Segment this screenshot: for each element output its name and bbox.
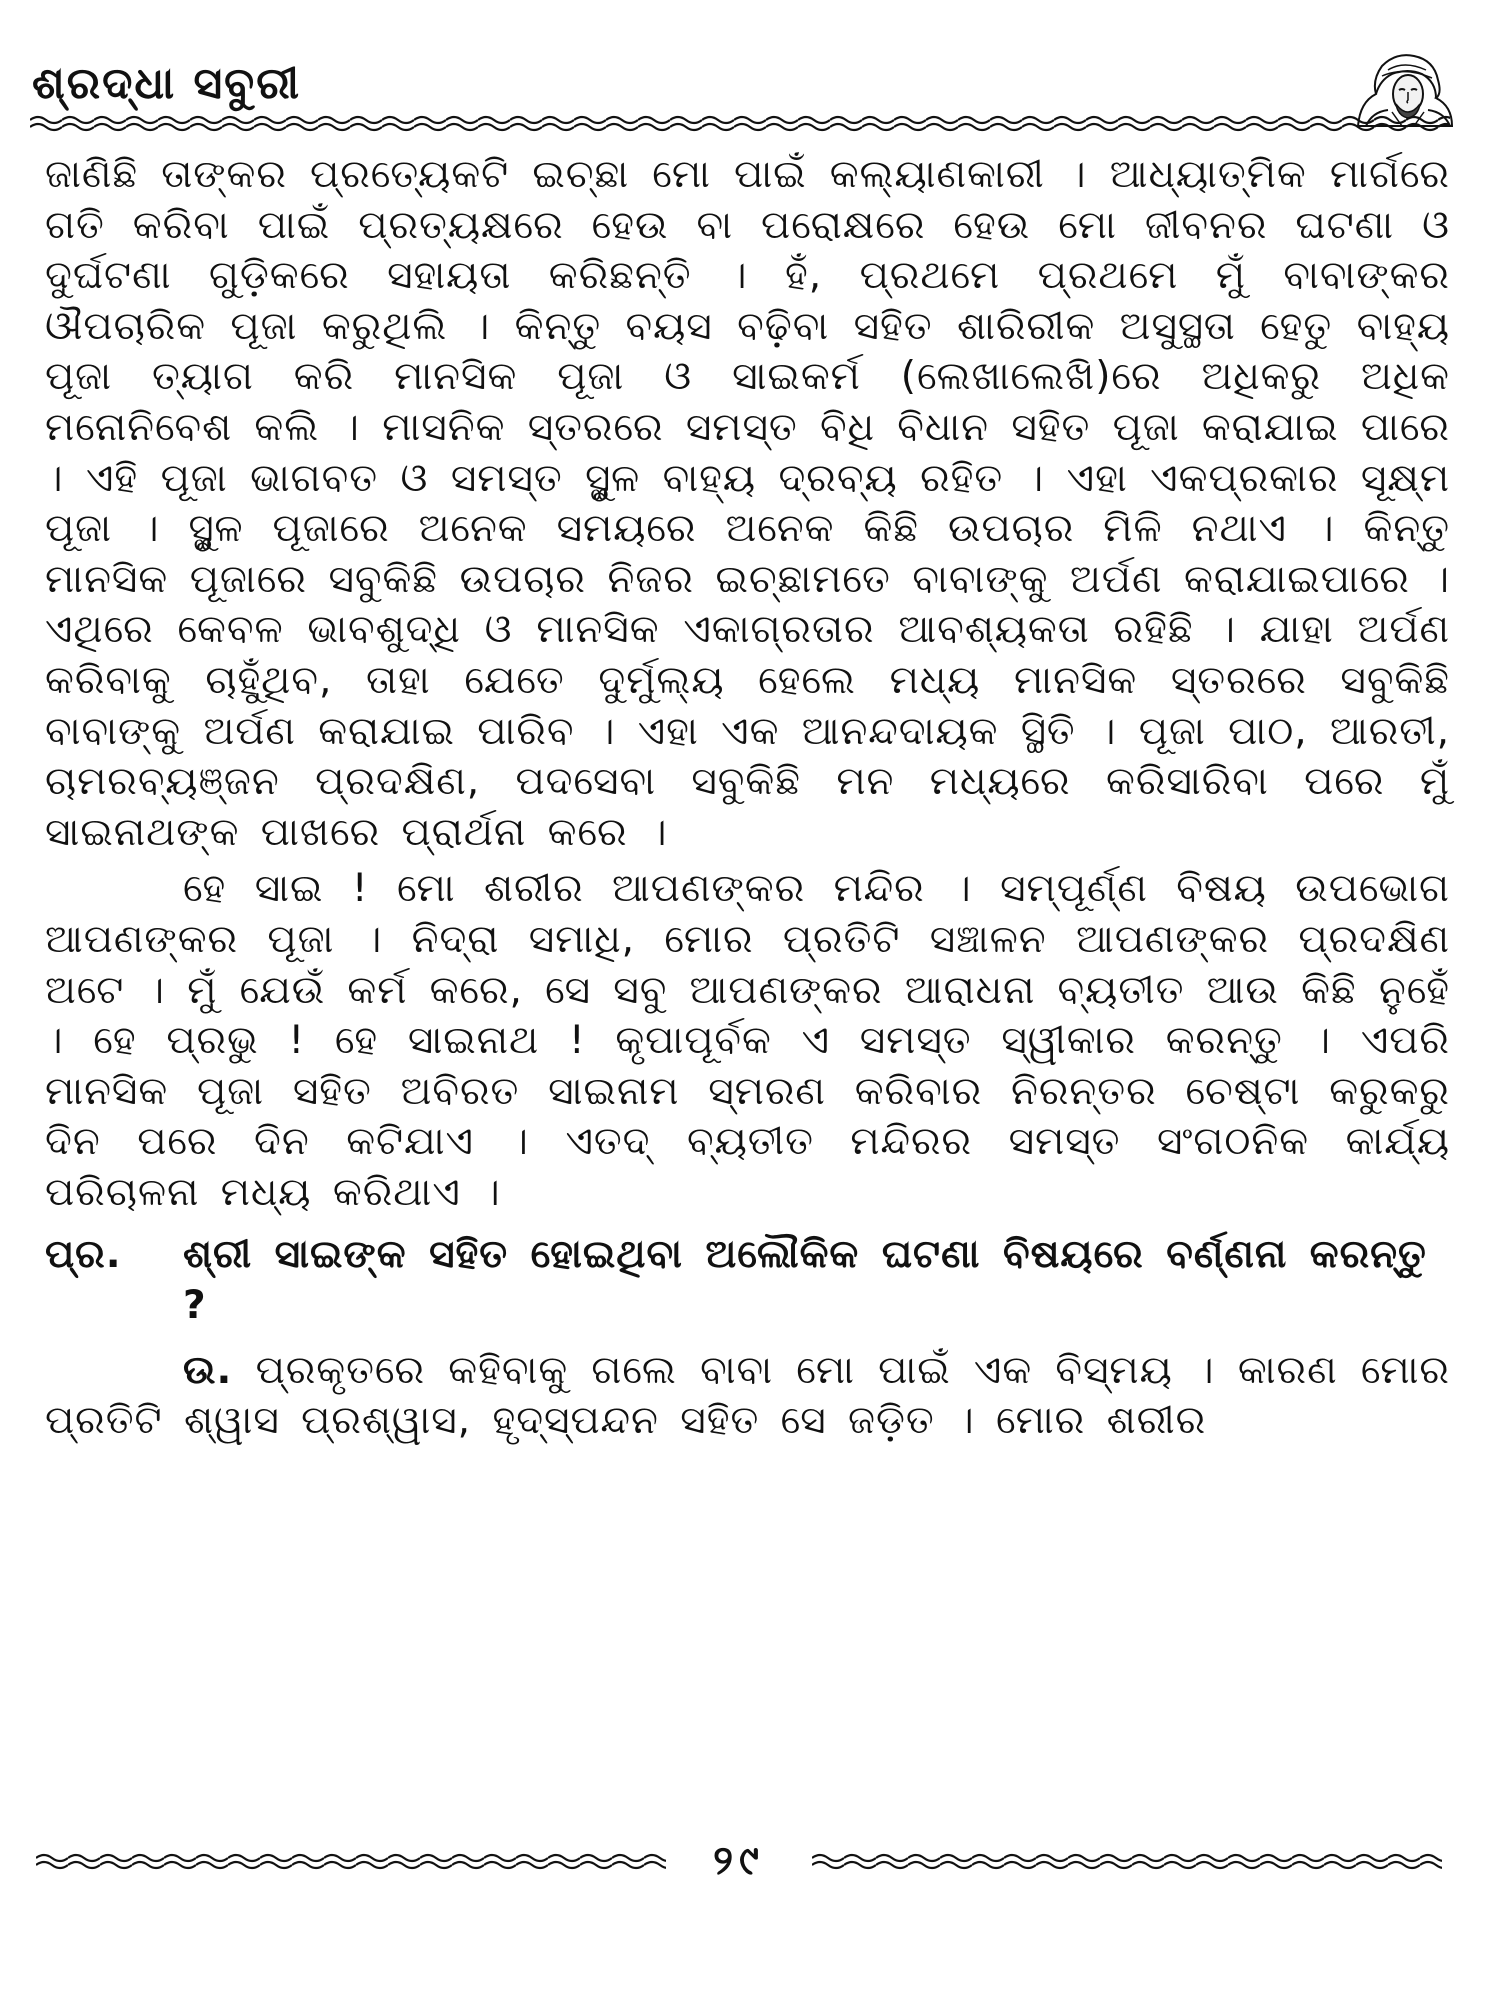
footer-wavy-rule-right bbox=[812, 1848, 1442, 1874]
question-marker: ପ୍ର. bbox=[45, 1232, 122, 1278]
page-number: ୨୯ bbox=[713, 1838, 765, 1884]
header-wavy-rule bbox=[30, 110, 1450, 136]
answer bbox=[45, 1346, 1450, 1447]
paragraph: ହେ ସାଇ ! ମୋ ଶରୀର ଆପଣଙ୍କର ମନ୍ଦିର । ସମ୍ପୂର୍ଣ୍ଣ ବିଷୟ ଉପଭୋଗ ଆପଣଙ୍କର ପୂଜା । ନିଦ୍ରା ସମାଧି, ମୋର ପ୍ରତିଟି ସଞ୍ଚାଳନ ଆପଣଙ୍କର ପ୍ରଦକ୍ଷିଣ ଅଟେ । ମୁଁ ଯେଉଁ କର୍ମ କରେ, ସେ ସବୁ ଆପଣଙ୍କର ଆରାଧନା ବ୍ୟତୀତ ଆଉ କିଛି ନୁହେଁ । ହେ ପ୍ରଭୁ ! ହେ ସାଇନାଥ ! କୃପାପୂର୍ବକ ଏ ସମସ୍ତ ସ୍ୱୀକାର କରନ୍ତୁ । ଏପରି ମାନସିକ ପୂଜା ସହିତ ଅବିରତ ସାଇନାମ ସ୍ମରଣ କରିବାର ନିରନ୍ତର ଚେଷ୍ଟା କରୁକରୁ ଦିନ ପରେ ଦିନ କଟିଯାଏ । ଏତଦ୍ ବ୍ୟତୀତ ମନ୍ଦିରର ସମସ୍ତ ସଂଗଠନିକ କାର୍ଯ୍ୟ ପରିଚାଳନା ମଧ୍ୟ କରିଥାଏ । bbox=[45, 866, 1450, 1215]
answer-label: ଉ. bbox=[183, 1347, 233, 1393]
running-header-title: ଶ୍ରଦ୍ଧା ସବୁରୀ bbox=[32, 58, 302, 109]
paragraph: ଜାଣିଛି ତାଙ୍କର ପ୍ରତ୍ୟେକଟି ଇଚ୍ଛା ମୋ ପାଇଁ କଲ୍ୟାଣକାରୀ । ଆଧ୍ୟାତ୍ମିକ ମାର୍ଗରେ ଗତି କରିବା ପାଇଁ ପ୍ରତ୍ୟକ୍ଷରେ ହେଉ ବା ପରୋକ୍ଷରେ ହେଉ ମୋ ଜୀବନର ଘଟଣା ଓ ଦୁର୍ଘଟଣା ଗୁଡ଼ିକରେ ସହାୟତା କରିଛନ୍ତି । ହଁ, ପ୍ରଥମେ ପ୍ରଥମେ ମୁଁ ବାବାଙ୍କର ଔପଚାରିକ ପୂଜା କରୁଥିଲି । କିନ୍ତୁ ବୟସ ବଢ଼ିବା ସହିତ ଶାରିରୀକ ଅସୁସ୍ଥତା ହେତୁ ବାହ୍ୟ ପୂଜା ତ୍ୟାଗ କରି ମାନସିକ ପୂଜା ଓ ସାଇକର୍ମ (ଲେଖାଲେଖି)ରେ ଅଧିକରୁ ଅଧିକ ମନୋନିବେଶ କଲି । ମାସନିକ ସ୍ତରରେ ସମସ୍ତ ବିଧି ବିଧାନ ସହିତ ପୂଜା କରାଯାଇ ପାରେ । ଏହି ପୂଜା ଭାଗବତ ଓ ସମସ୍ତ ସ୍ଥୁଳ ବାହ୍ୟ ଦ୍ରବ୍ୟ ରହିତ । ଏହା ଏକପ୍ରକାର ସୂକ୍ଷ୍ମ ପୂଜା । ସ୍ଥୁଳ ପୂଜାରେ ଅନେକ ସମୟରେ ଅନେକ କିଛି ଉପଚାର ମିଳି ନଥାଏ । କିନ୍ତୁ ମାନସିକ ପୂଜାରେ ସବୁକିଛି ଉପଚାର ନିଜର ଇଚ୍ଛାମତେ ବାବାଙ୍କୁ ଅର୍ପଣ କରାଯାଇପାରେ । ଏଥିରେ କେବଳ ଭାବଶୁଦ୍ଧି ଓ ମାନସିକ ଏକାଗ୍ରତାର ଆବଶ୍ୟକତା ରହିଛି । ଯାହା ଅର୍ପଣ କରିବାକୁ ଚାହୁଁଥିବ, ତାହା ଯେତେ ଦୁର୍ମୁଲ୍ୟ ହେଲେ ମଧ୍ୟ ମାନସିକ ସ୍ତରରେ ସବୁକିଛି ବାବାଙ୍କୁ ଅର୍ପଣ କରାଯାଇ ପାରିବ । ଏହା ଏକ ଆନନ୍ଦଦାୟକ ସ୍ଥିତି । ପୂଜା ପାଠ, ଆରତୀ, ଚାମରବ୍ୟଞ୍ଜନ ପ୍ରଦକ୍ଷିଣ, ପଦସେବା ସବୁକିଛି ମନ ମଧ୍ୟରେ କରିସାରିବା ପରେ ମୁଁ ସାଇନାଥଙ୍କ ପାଖରେ ପ୍ରାର୍ଥନା କରେ । bbox=[45, 152, 1450, 855]
footer-wavy-rule-left bbox=[36, 1848, 666, 1874]
question bbox=[45, 1230, 1450, 1331]
answer-text: ପ୍ରକୃତରେ କହିବାକୁ ଗଲେ ବାବା ମୋ ପାଇଁ ଏକ ବିସ୍ମୟ । କାରଣ ମୋର ପ୍ରତିଟି ଶ୍ୱାସ ପ୍ରଶ୍ୱାସ, ହୃଦ୍‌ସ୍ପନ୍ଦନ ସହିତ ସେ ଜଡ଼ିତ । ମୋର ଶରୀର bbox=[45, 1347, 1450, 1444]
question-text: ଶ୍ରୀ ସାଇଙ୍କ ସହିତ ହୋଇଥିବା ଅଲୌକିକ ଘଟଣା ବିଷୟରେ ବର୍ଣ୍ଣନା କରନ୍ତୁ ? bbox=[183, 1232, 1427, 1329]
body-text bbox=[45, 150, 1450, 1447]
